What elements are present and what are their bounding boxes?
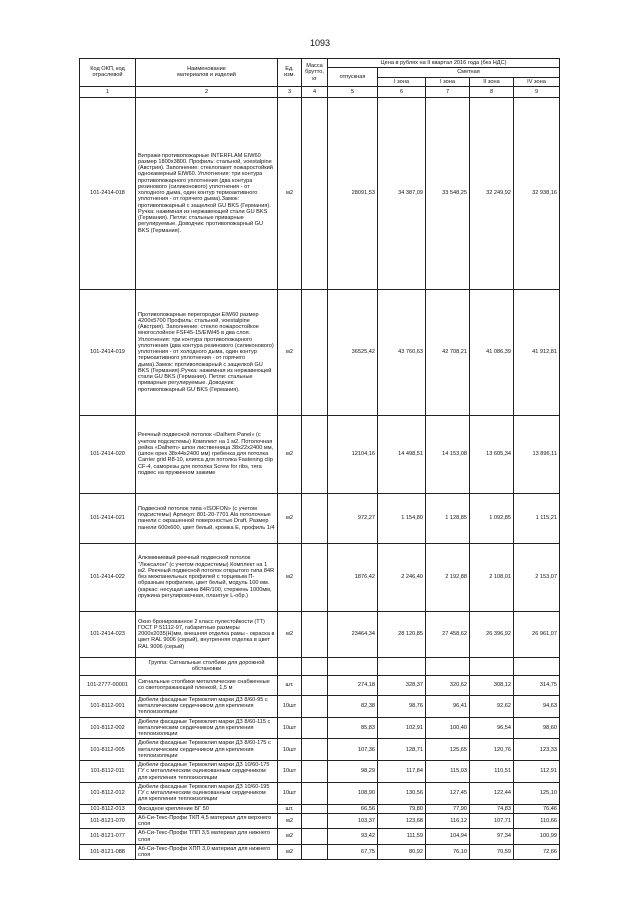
cell-zone-1-price: 328,37	[378, 675, 426, 695]
header-unit: Ед. изм.	[278, 59, 302, 87]
header-name: Наименование материалов и изделий	[136, 59, 278, 87]
cell-mass	[302, 543, 328, 611]
cell-zone-4-price: 110,66	[514, 813, 560, 829]
cell-empty	[378, 657, 426, 675]
col-number: 6	[378, 86, 426, 97]
cell-unit: м2	[278, 415, 302, 493]
cell-unit: м2	[278, 289, 302, 415]
cell-zone-4-price: 13 896,11	[514, 415, 560, 493]
cell-code: 101-8112-011	[80, 761, 136, 783]
cell-unit: шт.	[278, 675, 302, 695]
cell-unit: м2	[278, 813, 302, 829]
table-row	[80, 289, 560, 415]
table-row	[80, 761, 560, 783]
cell-zone-2-price: 26 396,92	[470, 611, 514, 657]
cell-zone-1-price: 117,84	[378, 761, 426, 783]
cell-name: Сигнальные столбики металлические снабженные со светоотражающей пленкой, 1,5 м	[136, 675, 278, 695]
cell-mass	[302, 844, 328, 860]
cell-mass	[302, 675, 328, 695]
col-number: 3	[278, 86, 302, 97]
cell-name: Фасадное крепление БГ 50	[136, 804, 278, 813]
cell-selling-price: 28091,53	[328, 97, 378, 289]
table-row	[80, 739, 560, 761]
cell-zone-1b-price: 127,45	[426, 782, 470, 804]
header-zone-2: II зона	[470, 77, 514, 86]
col-number: 4	[302, 86, 328, 97]
cell-name: Дюбели фасадные Термоклип марки ДЗ 8/60-115 с металлическим сердечником для крепления теплоизоляции	[136, 717, 278, 739]
header-price-title: Цена в рублях на II квартал 2016 года (без НДС)	[328, 59, 560, 68]
cell-zone-1b-price: 42 708,21	[426, 289, 470, 415]
cell-code: 101-8112-005	[80, 739, 136, 761]
cell-zone-1b-price: 115,03	[426, 761, 470, 783]
cell-name: Окно бронированное 2 класс пулестойкости (ТТ) ГОСТ Р 51112-97, габаритные размеры 2000х2035(Н)мм, внешняя отделка рамы - окраска в цвет RAL 9006 (серый), внутренняя отделка в цвет RAL 9006 (серый)	[136, 611, 278, 657]
cell-mass	[302, 415, 328, 493]
cell-group-name: Группа: Сигнальные столбики для дорожной обстановки	[136, 657, 278, 675]
table-row	[80, 829, 560, 845]
cell-empty	[514, 657, 560, 675]
cell-code: 101-2414-021	[80, 493, 136, 543]
cell-zone-2-price: 70,59	[470, 844, 514, 860]
cell-code: 101-2777-00001	[80, 675, 136, 695]
cell-name: Витражи противопожарные INTERFLAM EIW60 размер 1800х3800. Профиль: стальной, voestalpine (Австрия). Заполнение: стеклопакет пожаростойкий однокамерный EIW60. Уплотнения: три контура противопожарного уплотнения (два контура резинового (силиконового) уплотнения - от холодного дыма, один контур термоактивного уплотнения - от горячего дыма).Замок: противопожарный с защелкой GU BKS (Германия). Ручка: нажимная из нержавеющей стали GU BKS (Германия). Петли: стальные приварные регулируемые. Доводчик: противопожарный GU BKS (Германия).	[136, 97, 278, 289]
cell-zone-1-price: 79,80	[378, 804, 426, 813]
cell-unit: шт.	[278, 804, 302, 813]
cell-zone-1b-price: 27 458,62	[426, 611, 470, 657]
table-row	[80, 844, 560, 860]
header-selling: отпускная	[328, 68, 378, 87]
cell-zone-1-price: 130,56	[378, 782, 426, 804]
cell-zone-1-price: 102,91	[378, 717, 426, 739]
cell-zone-4-price: 26 961,07	[514, 611, 560, 657]
cell-zone-1-price: 34 387,09	[378, 97, 426, 289]
cell-empty	[426, 657, 470, 675]
cell-selling-price: 972,27	[328, 493, 378, 543]
cell-zone-1-price: 2 246,40	[378, 543, 426, 611]
cell-empty	[470, 657, 514, 675]
cell-unit: 10шт	[278, 782, 302, 804]
cell-selling-price: 93,42	[328, 829, 378, 845]
header-zone-4: IV зона	[514, 77, 560, 86]
cell-zone-1b-price: 104,94	[426, 829, 470, 845]
col-number: 2	[136, 86, 278, 97]
cell-zone-2-price: 32 249,92	[470, 97, 514, 289]
cell-mass	[302, 97, 328, 289]
cell-zone-1-price: 43 760,63	[378, 289, 426, 415]
cell-zone-2-price: 74,83	[470, 804, 514, 813]
header-code: Код ОКП, код отраслевой	[80, 59, 136, 87]
cell-mass	[302, 717, 328, 739]
cell-zone-1b-price: 320,62	[426, 675, 470, 695]
cell-zone-1-price: 1 154,80	[378, 493, 426, 543]
cell-zone-4-price: 1 115,21	[514, 493, 560, 543]
page-number: 1093	[309, 38, 331, 48]
table-row	[80, 415, 560, 493]
cell-code: 101-8112-012	[80, 782, 136, 804]
cell-code: 101-2414-018	[80, 97, 136, 289]
cell-mass	[302, 695, 328, 717]
cell-zone-1b-price: 14 153,08	[426, 415, 470, 493]
cell-code: 101-2414-020	[80, 415, 136, 493]
col-number: 5	[328, 86, 378, 97]
cell-unit: м2	[278, 493, 302, 543]
table-row	[80, 782, 560, 804]
cell-zone-1-price: 98,76	[378, 695, 426, 717]
cell-unit: м2	[278, 844, 302, 860]
cell-code: 101-8121-088	[80, 844, 136, 860]
col-number: 9	[514, 86, 560, 97]
cell-name: Аб-Си-Текс-Профи ХПП 3,0 материал для нижнего слоя	[136, 844, 278, 860]
table-body	[80, 97, 560, 860]
cell-empty	[328, 657, 378, 675]
cell-zone-2-price: 308,12	[470, 675, 514, 695]
cell-zone-4-price: 41 912,81	[514, 289, 560, 415]
cell-selling-price: 67,75	[328, 844, 378, 860]
price-table	[79, 58, 560, 860]
table-header	[80, 59, 560, 98]
cell-selling-price: 85,83	[328, 717, 378, 739]
cell-zone-1b-price: 100,40	[426, 717, 470, 739]
table-row	[80, 804, 560, 813]
cell-zone-4-price: 125,10	[514, 782, 560, 804]
cell-selling-price: 1876,42	[328, 543, 378, 611]
cell-code: 101-8112-002	[80, 717, 136, 739]
cell-name: Аб-Си-Текс-Профи ТПП 3,5 материал для нижнего слоя	[136, 829, 278, 845]
header-zone-1b: I зона	[426, 77, 470, 86]
cell-unit: 10шт	[278, 717, 302, 739]
cell-code	[80, 657, 136, 675]
cell-name: Дюбели фасадные Термоклип марки ДЗ 10/60-195 ГУ с металлическим оцинкованным сердечником для крепления теплоизоляции	[136, 782, 278, 804]
cell-code: 101-2414-023	[80, 611, 136, 657]
cell-name: Дюбели фасадные Термоклип марки ДЗ 8/60-95 с металлическим сердечником для крепления теплоизоляции	[136, 695, 278, 717]
table-row	[80, 611, 560, 657]
cell-name: Реечный подвесной потолок «Dalhem Panel» (с учетом подсистемы) Комплект на 1 м2. Потолочная рейка «Dalhem» шпон лиственница 38х22х2400 мм, (шпон орех 38х44х2400 мм) гребенка для потолка Carrier grid R8-10, клипса для потолка Fastening clip CF-4, саморезы для потолка Screw for ribs, тяга подвес на пружинном зажиме	[136, 415, 278, 493]
cell-name: Аб-Си-Текс-Профи ТКП 4,5 материал для верхнего слоя	[136, 813, 278, 829]
cell-zone-1b-price: 33 548,25	[426, 97, 470, 289]
table-row	[80, 543, 560, 611]
cell-zone-1-price: 14 498,51	[378, 415, 426, 493]
cell-mass	[302, 782, 328, 804]
header-zone-1: I зона	[378, 77, 426, 86]
col-number: 1	[80, 86, 136, 97]
cell-selling-price: 108,90	[328, 782, 378, 804]
cell-unit: 10шт	[278, 739, 302, 761]
cell-zone-1-price: 80,92	[378, 844, 426, 860]
cell-unit: м2	[278, 611, 302, 657]
cell-zone-2-price: 13 605,34	[470, 415, 514, 493]
cell-selling-price: 103,37	[328, 813, 378, 829]
cell-selling-price: 82,38	[328, 695, 378, 717]
cell-zone-2-price: 120,76	[470, 739, 514, 761]
cell-selling-price: 23464,34	[328, 611, 378, 657]
cell-zone-1-price: 128,71	[378, 739, 426, 761]
cell-zone-1b-price: 77,90	[426, 804, 470, 813]
cell-code: 101-8112-013	[80, 804, 136, 813]
col-number: 8	[470, 86, 514, 97]
cell-zone-4-price: 72,66	[514, 844, 560, 860]
cell-zone-1b-price: 2 192,88	[426, 543, 470, 611]
cell-zone-2-price: 1 092,85	[470, 493, 514, 543]
cell-name: Подвесной потолок типа «ISOFON» (с учетом подсистемы) Артикул: 801-20-7701 Ala потолочные панели с окрашенной поверхностью Draft. Размер панели 600х600, цвет белый, кромка E, профиль 1/4	[136, 493, 278, 543]
cell-zone-1b-price: 76,10	[426, 844, 470, 860]
cell-mass	[302, 829, 328, 845]
cell-zone-2-price: 122,44	[470, 782, 514, 804]
table-row	[80, 675, 560, 695]
col-number: 7	[426, 86, 470, 97]
table-row	[80, 695, 560, 717]
cell-zone-2-price: 110,51	[470, 761, 514, 783]
table-row	[80, 97, 560, 289]
cell-zone-4-price: 94,63	[514, 695, 560, 717]
header-estimated: Сметная	[378, 68, 560, 77]
cell-mass	[302, 611, 328, 657]
cell-mass	[302, 761, 328, 783]
cell-zone-2-price: 97,34	[470, 829, 514, 845]
cell-zone-2-price: 96,54	[470, 717, 514, 739]
cell-code: 101-8121-077	[80, 829, 136, 845]
cell-zone-4-price: 123,33	[514, 739, 560, 761]
group-row	[80, 657, 560, 675]
cell-zone-4-price: 76,46	[514, 804, 560, 813]
table-row	[80, 717, 560, 739]
cell-zone-1b-price: 96,41	[426, 695, 470, 717]
cell-unit: 10шт	[278, 695, 302, 717]
cell-zone-2-price: 2 108,01	[470, 543, 514, 611]
cell-name: Дюбели фасадные Термоклип марки ДЗ 10/60-175 ГУ с металлическим оцинкованным сердечником для крепления теплоизоляции	[136, 761, 278, 783]
cell-zone-2-price: 41 086,39	[470, 289, 514, 415]
cell-zone-2-price: 92,62	[470, 695, 514, 717]
cell-zone-4-price: 98,60	[514, 717, 560, 739]
cell-code: 101-8121-070	[80, 813, 136, 829]
cell-zone-4-price: 100,99	[514, 829, 560, 845]
cell-mass	[302, 289, 328, 415]
cell-name: Алюминиевый реечный подвесной потолок "Люксалон" (с учетом подсистемы) Комплект на 1 м2. Реечный подвесной потолок открытого типа 84R без межпанельных профилей с торцевым П-образным профилем, цвет белый, модуль 100 мм. (каркас: несущая шина 84R/100, стержень 1000мм, пружина регулировочная, планггуе L-обр.)	[136, 543, 278, 611]
cell-selling-price: 66,56	[328, 804, 378, 813]
cell-mass	[302, 813, 328, 829]
cell-unit: м2	[278, 543, 302, 611]
cell-zone-1-price: 28 120,85	[378, 611, 426, 657]
cell-mass	[302, 804, 328, 813]
cell-zone-4-price: 112,91	[514, 761, 560, 783]
cell-zone-1b-price: 116,12	[426, 813, 470, 829]
cell-code: 101-2414-019	[80, 289, 136, 415]
cell-zone-4-price: 32 938,16	[514, 97, 560, 289]
cell-zone-1-price: 111,59	[378, 829, 426, 845]
table-row	[80, 813, 560, 829]
column-numbers-row	[80, 86, 560, 97]
cell-code: 101-2414-022	[80, 543, 136, 611]
cell-unit: м2	[278, 829, 302, 845]
cell-mass	[302, 493, 328, 543]
cell-zone-4-price: 2 153,07	[514, 543, 560, 611]
cell-unit: 10шт	[278, 761, 302, 783]
cell-selling-price: 12104,16	[328, 415, 378, 493]
cell-unit: м2	[278, 97, 302, 289]
cell-selling-price: 107,36	[328, 739, 378, 761]
cell-zone-1b-price: 125,65	[426, 739, 470, 761]
cell-selling-price: 274,18	[328, 675, 378, 695]
table-row	[80, 493, 560, 543]
cell-empty	[278, 657, 302, 675]
header-mass: Масса брутто, кг	[302, 59, 328, 87]
cell-zone-2-price: 107,71	[470, 813, 514, 829]
cell-mass	[302, 739, 328, 761]
cell-zone-4-price: 314,75	[514, 675, 560, 695]
cell-name: Противопожарные перегородки EIW60 размер 4200х5700 Профиль: стальной, voestalpine (Австрия). Заполнение: стекло пожаростойкое многослойное FSF45-15/EIW45 в два слоя. Уплотнения: три контура противопожарного уплотнения (два контура резинового (силиконового) уплотнения - от холодного дыма, один контур термоактивного уплотнения - от горячего дыма).Замок: противопожарный с защелкой GU BKS (Германия).Ручка: нажимная из нержавеющей стали GU BKS (Германия). Петли: стальные приварные регулируемые. Доводчик: противопожарный GU BKS (Германия).	[136, 289, 278, 415]
cell-zone-1-price: 123,68	[378, 813, 426, 829]
cell-selling-price: 36525,42	[328, 289, 378, 415]
cell-selling-price: 98,29	[328, 761, 378, 783]
cell-code: 101-8112-001	[80, 695, 136, 717]
cell-empty	[302, 657, 328, 675]
cell-zone-1b-price: 1 128,85	[426, 493, 470, 543]
cell-name: Дюбели фасадные Термоклип марки ДЗ 8/60-175 с металлическим сердечником для крепления теплоизоляции	[136, 739, 278, 761]
